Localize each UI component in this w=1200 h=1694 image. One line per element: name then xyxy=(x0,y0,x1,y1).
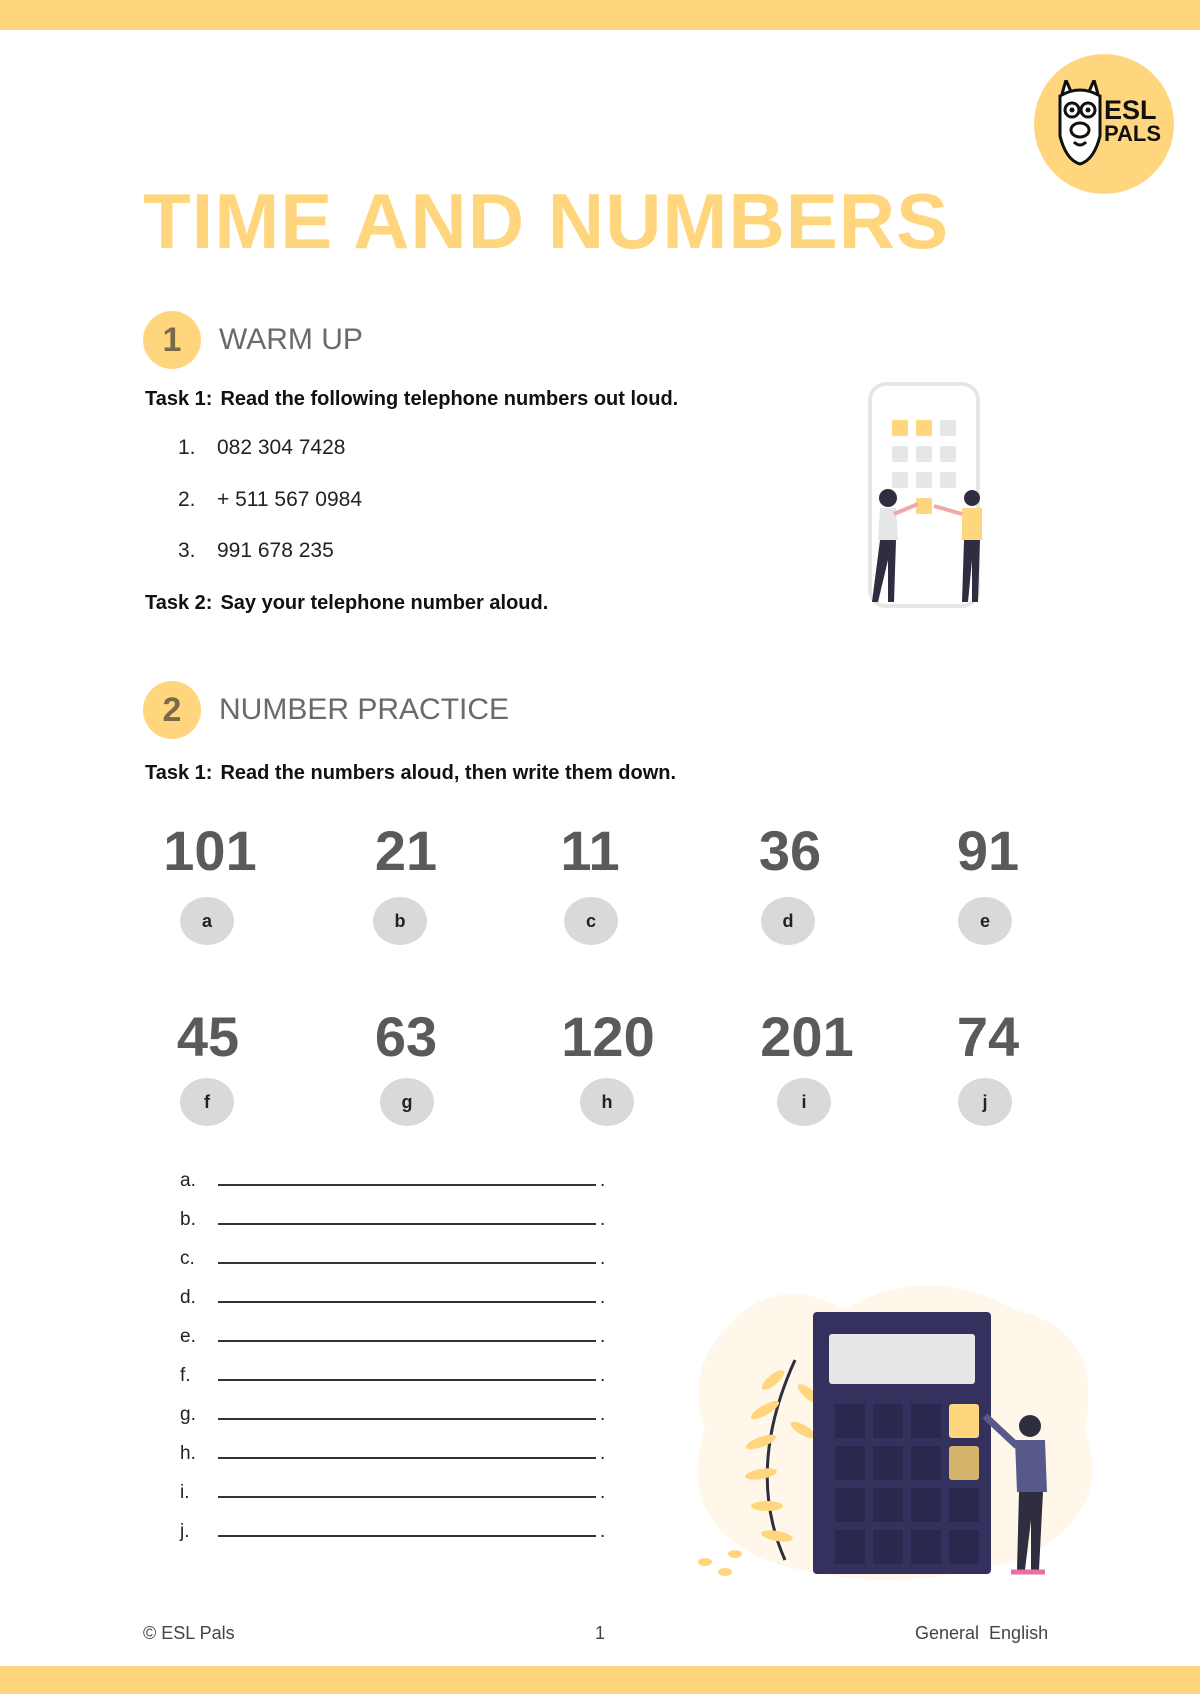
page-title: TIME AND NUMBERS xyxy=(143,177,950,265)
number-letter-badge: h xyxy=(580,1078,634,1126)
number-letter-badge: a xyxy=(180,897,234,945)
answer-blank[interactable] xyxy=(218,1326,596,1342)
section-2-task-1 xyxy=(145,762,676,785)
answer-label: d. xyxy=(180,1287,196,1308)
logo-wordmark xyxy=(1104,95,1162,146)
number-card-value: 101 xyxy=(163,819,257,882)
footer-copyright: © ESL Pals xyxy=(143,1623,235,1643)
answer-blank[interactable] xyxy=(218,1287,596,1303)
number-letter-badge: d xyxy=(761,897,815,945)
answer-end: . xyxy=(600,1482,606,1503)
phone-illustration xyxy=(858,380,998,610)
task-label: Task 1: xyxy=(145,762,213,784)
answer-label: j. xyxy=(180,1521,190,1542)
phone-number: 991 678 235 xyxy=(217,539,334,562)
section-1-task-1 xyxy=(145,388,678,411)
answer-line[interactable] xyxy=(180,1326,605,1348)
answer-blank[interactable] xyxy=(218,1209,596,1225)
section-1-task-2 xyxy=(145,592,548,615)
phone-list-item xyxy=(178,488,362,512)
number-card-value: 11 xyxy=(560,819,620,882)
answer-line[interactable] xyxy=(180,1404,605,1426)
section-2-number: 2 xyxy=(143,681,201,739)
answer-end: . xyxy=(600,1443,606,1464)
number-card-value: 63 xyxy=(374,1005,438,1068)
number-card-value: 21 xyxy=(374,819,438,882)
calculator-illustration xyxy=(685,1270,1105,1590)
answer-label: h. xyxy=(180,1443,196,1464)
footer-page-number: 1 xyxy=(595,1623,606,1643)
answer-blank[interactable] xyxy=(218,1443,596,1459)
section-1-heading: WARM UP xyxy=(219,323,363,356)
number-letter-badge: j xyxy=(958,1078,1012,1126)
task-label: Task 1: xyxy=(145,388,213,410)
logo-line-2: PALS xyxy=(1104,121,1162,146)
answer-end: . xyxy=(600,1404,606,1425)
answer-label: a. xyxy=(180,1170,196,1191)
answer-end: . xyxy=(600,1521,606,1542)
phone-number: 082 304 7428 xyxy=(217,436,346,459)
answer-line[interactable] xyxy=(180,1287,605,1309)
number-card-value: 45 xyxy=(176,1005,240,1068)
llama-icon xyxy=(1052,80,1108,166)
answer-end: . xyxy=(600,1209,606,1230)
answer-label: g. xyxy=(180,1404,196,1425)
answer-line[interactable] xyxy=(180,1365,605,1387)
number-card-value: 201 xyxy=(760,1005,854,1068)
answer-line[interactable] xyxy=(180,1482,605,1504)
answer-line[interactable] xyxy=(180,1521,605,1543)
number-card-value: 36 xyxy=(758,819,822,882)
task-text: Read the following telephone numbers out loud. xyxy=(220,388,679,410)
answer-blank[interactable] xyxy=(218,1521,596,1537)
section-2-heading: NUMBER PRACTICE xyxy=(219,693,510,726)
answer-line[interactable] xyxy=(180,1170,605,1192)
number-letter-badge: c xyxy=(564,897,618,945)
phone-index: 2. xyxy=(178,488,196,511)
number-card-value: 74 xyxy=(956,1005,1020,1068)
answer-blank[interactable] xyxy=(218,1365,596,1381)
answer-end: . xyxy=(600,1248,606,1269)
task-label: Task 2: xyxy=(145,592,213,614)
logo-line-1: ESL xyxy=(1104,95,1157,125)
answer-end: . xyxy=(600,1365,606,1386)
answer-label: b. xyxy=(180,1209,196,1230)
top-accent-bar xyxy=(0,0,1200,30)
section-1-number: 1 xyxy=(143,311,201,369)
answer-label: e. xyxy=(180,1326,196,1347)
phone-index: 3. xyxy=(178,539,196,562)
answer-blank[interactable] xyxy=(218,1482,596,1498)
phone-list-item xyxy=(178,539,334,563)
number-letter-badge: b xyxy=(373,897,427,945)
esl-pals-logo xyxy=(1034,54,1174,194)
bottom-accent-bar xyxy=(0,1666,1200,1694)
task-text: Say your telephone number aloud. xyxy=(220,592,549,614)
answer-blank[interactable] xyxy=(218,1404,596,1420)
number-letter-badge: f xyxy=(180,1078,234,1126)
task-text: Read the numbers aloud, then write them down. xyxy=(220,762,677,784)
footer-category: General English xyxy=(915,1623,1049,1643)
phone-number: + 511 567 0984 xyxy=(217,488,363,511)
answer-blank[interactable] xyxy=(218,1248,596,1264)
number-letter-badge: i xyxy=(777,1078,831,1126)
number-card-value: 120 xyxy=(561,1005,655,1068)
number-card-value: 91 xyxy=(956,819,1020,882)
answer-label: i. xyxy=(180,1482,190,1503)
number-letter-badge: e xyxy=(958,897,1012,945)
answer-end: . xyxy=(600,1170,606,1191)
number-letter-badge: g xyxy=(380,1078,434,1126)
answer-label: f. xyxy=(180,1365,191,1386)
answer-line[interactable] xyxy=(180,1248,605,1270)
answer-end: . xyxy=(600,1326,606,1347)
answer-end: . xyxy=(600,1287,606,1308)
answer-line[interactable] xyxy=(180,1209,605,1231)
phone-index: 1. xyxy=(178,436,196,459)
phone-list-item xyxy=(178,436,345,460)
answer-label: c. xyxy=(180,1248,195,1269)
answer-line[interactable] xyxy=(180,1443,605,1465)
answer-blank[interactable] xyxy=(218,1170,596,1186)
